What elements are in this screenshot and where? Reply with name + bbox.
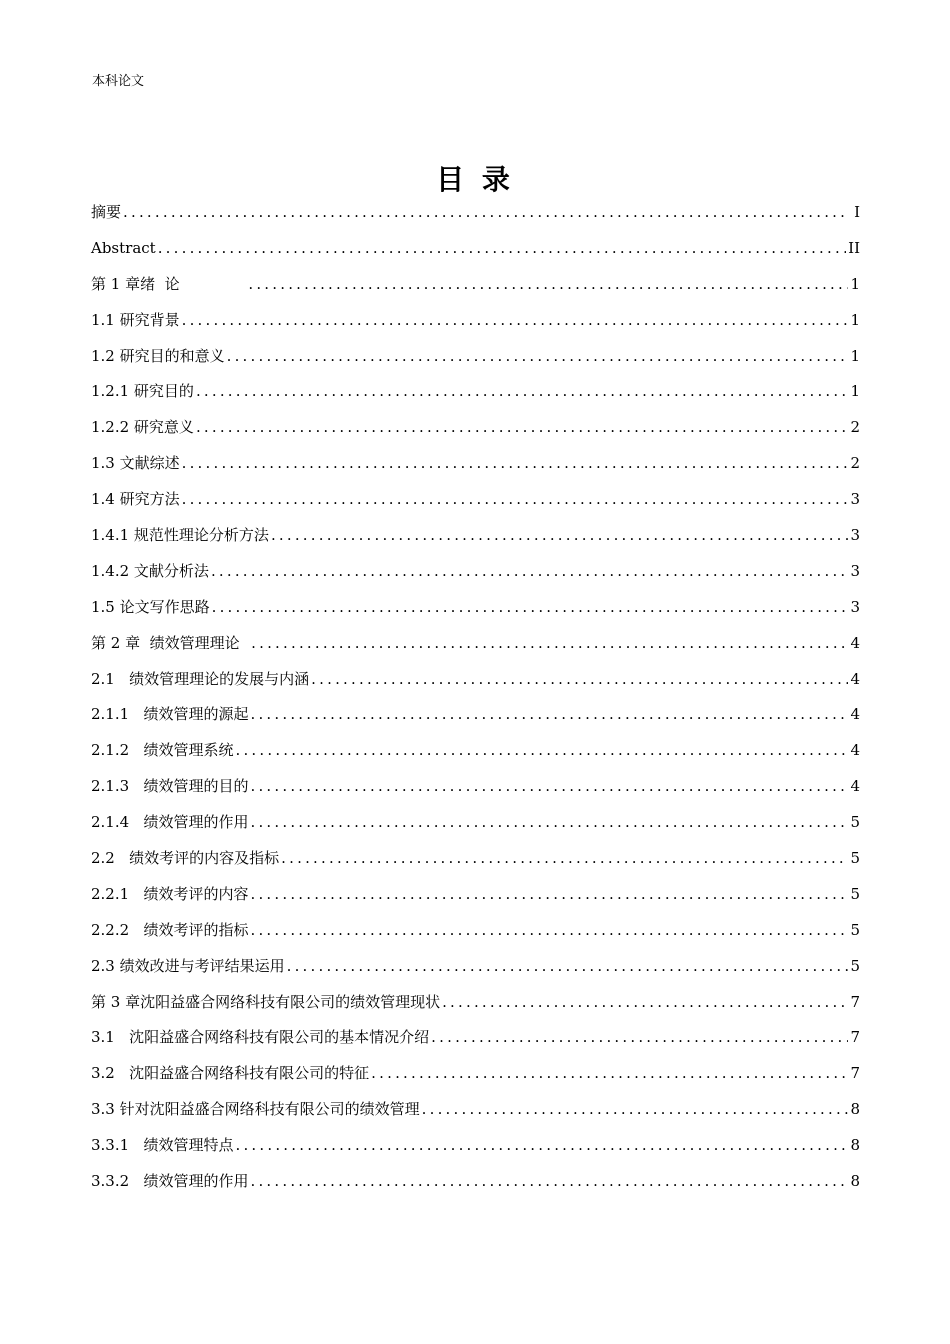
running-header: 本科论文	[92, 74, 145, 89]
toc-entry[interactable]	[91, 985, 860, 1021]
toc-entry-label: 1.4.2 文献分析法	[91, 561, 209, 580]
toc-entry[interactable]	[91, 267, 860, 303]
toc-entry-label: 2.2 绩效考评的内容及指标	[91, 849, 280, 868]
toc-entry-page: 5	[850, 849, 860, 868]
toc-entry[interactable]	[91, 410, 860, 446]
toc-entry-label: 1.4.1 规范性理论分析方法	[91, 526, 269, 545]
toc-entry[interactable]	[91, 374, 860, 410]
toc-entry-page: 4	[850, 741, 860, 760]
toc-entry[interactable]	[91, 1020, 860, 1056]
toc-entry-page: 1	[850, 382, 860, 401]
toc-dot-leader	[281, 841, 848, 877]
toc-entry-page: 4	[850, 669, 860, 688]
toc-entry-page: 1	[850, 310, 860, 329]
toc-entry-label: 第 2 章 绩效管理理论	[91, 633, 250, 652]
toc-entry-label: 1.1 研究背景	[91, 310, 180, 329]
toc-entry-page: 2	[850, 454, 860, 473]
toc-dot-leader	[431, 1020, 848, 1056]
toc-dot-leader	[182, 482, 848, 518]
toc-dot-leader	[250, 805, 848, 841]
toc-entry-page: 7	[850, 1028, 860, 1047]
toc-entry[interactable]	[91, 1092, 860, 1128]
toc-entry[interactable]	[91, 626, 860, 662]
toc-entry-label: 1.2.1 研究目的	[91, 382, 194, 401]
toc-dot-leader	[250, 1164, 848, 1200]
toc-entry-page: 8	[850, 1136, 860, 1155]
toc-entry-label: 2.2.2 绩效考评的指标	[91, 920, 249, 939]
toc-entry[interactable]	[91, 805, 860, 841]
toc-entry-label: Abstract	[91, 238, 156, 257]
toc-entry-label: 3.3.2 绩效管理的作用	[91, 1172, 249, 1191]
toc-entry[interactable]	[91, 482, 860, 518]
toc-entry[interactable]	[91, 339, 860, 375]
toc-dot-leader	[311, 662, 848, 698]
toc-dot-leader	[271, 518, 848, 554]
toc-dot-leader	[250, 697, 848, 733]
toc-entry-label: 摘要	[91, 203, 122, 221]
toc-dot-leader	[196, 410, 848, 446]
toc-entry-page: 2	[850, 418, 860, 437]
toc-entry-label: 1.2 研究目的和意义	[91, 346, 225, 365]
toc-entry-label: 1.2.2 研究意义	[91, 418, 194, 437]
toc-entry-label: 2.1.4 绩效管理的作用	[91, 813, 249, 832]
toc-entry[interactable]	[91, 662, 860, 698]
toc-dot-leader	[422, 1092, 848, 1128]
toc-dot-leader	[251, 626, 848, 662]
toc-entry[interactable]	[91, 949, 860, 985]
toc-entry-page: 5	[850, 920, 860, 939]
toc-entry-label: 1.3 文献综述	[91, 454, 180, 473]
toc-entry[interactable]	[91, 1128, 860, 1164]
toc-dot-leader	[211, 554, 848, 590]
toc-entry-page: 3	[850, 597, 860, 616]
toc-entry-label: 3.3.1 绩效管理特点	[91, 1136, 234, 1155]
toc-dot-leader	[182, 303, 848, 339]
toc-entry-label: 3.2 沈阳益盛合网络科技有限公司的特征	[91, 1064, 370, 1083]
toc-dot-leader	[287, 949, 848, 985]
toc-entry[interactable]	[91, 877, 860, 913]
toc-entry[interactable]	[91, 733, 860, 769]
toc-dot-leader	[250, 913, 848, 949]
toc-entry[interactable]	[91, 231, 860, 267]
toc-entry-label: 2.1 绩效管理理论的发展与内涵	[91, 669, 310, 688]
toc-entry-label: 2.2.1 绩效考评的内容	[91, 884, 249, 903]
toc-dot-leader	[235, 1128, 848, 1164]
toc-entry-page: 5	[850, 884, 860, 903]
toc-entry-label: 1.5 论文写作思路	[91, 597, 210, 616]
toc-dot-leader	[235, 733, 848, 769]
toc-entry-page: 1	[850, 346, 860, 365]
page-title: 目 录	[436, 163, 514, 196]
toc-dot-leader	[158, 231, 846, 267]
toc-entry-label: 2.3 绩效改进与考评结果运用	[91, 956, 285, 975]
toc-entry[interactable]	[91, 1056, 860, 1092]
toc-entry-page: 7	[850, 1064, 860, 1083]
toc-dot-leader	[227, 339, 848, 375]
toc-entry[interactable]	[91, 697, 860, 733]
toc-entry-page: 5	[850, 956, 860, 975]
toc-entry-page: 4	[850, 633, 860, 652]
toc-entry[interactable]	[91, 590, 860, 626]
toc-dot-leader	[196, 374, 848, 410]
toc-dot-leader	[123, 195, 848, 231]
toc-entry-page: 4	[850, 777, 860, 796]
toc-entry-page: I	[854, 203, 860, 221]
toc-entry-label: 3.1 沈阳益盛合网络科技有限公司的基本情况介绍	[91, 1028, 430, 1047]
toc-entry-page: 3	[850, 490, 860, 509]
toc-entry-label: 2.1.1 绩效管理的源起	[91, 705, 249, 724]
toc-entry-page: II	[848, 238, 860, 257]
toc-dot-leader	[248, 267, 848, 303]
toc-entry-page: 3	[850, 561, 860, 580]
table-of-contents	[91, 195, 860, 1200]
toc-entry[interactable]	[91, 195, 860, 231]
toc-entry[interactable]	[91, 1164, 860, 1200]
toc-entry-page: 1	[850, 274, 860, 293]
toc-entry[interactable]	[91, 769, 860, 805]
toc-entry-page: 7	[850, 992, 860, 1011]
toc-dot-leader	[442, 985, 848, 1021]
toc-entry-label: 2.1.3 绩效管理的目的	[91, 777, 249, 796]
toc-entry[interactable]	[91, 518, 860, 554]
toc-dot-leader	[250, 877, 848, 913]
toc-entry[interactable]	[91, 303, 860, 339]
toc-entry[interactable]	[91, 446, 860, 482]
toc-entry-page: 4	[850, 705, 860, 724]
toc-entry-page: 3	[850, 526, 860, 545]
toc-dot-leader	[371, 1056, 848, 1092]
toc-entry[interactable]	[91, 554, 860, 590]
toc-dot-leader	[182, 446, 848, 482]
toc-dot-leader	[212, 590, 848, 626]
toc-entry-label: 第 3 章沈阳益盛合网络科技有限公司的绩效管理现状	[91, 992, 441, 1011]
toc-dot-leader	[250, 769, 848, 805]
toc-entry-page: 8	[850, 1100, 860, 1119]
toc-entry-label: 1.4 研究方法	[91, 490, 180, 509]
toc-entry-label: 2.1.2 绩效管理系统	[91, 741, 234, 760]
toc-entry-label: 第 1 章绪 论	[91, 274, 247, 293]
toc-entry-page: 5	[850, 813, 860, 832]
toc-entry-label: 3.3 针对沈阳益盛合网络科技有限公司的绩效管理	[91, 1100, 420, 1119]
toc-entry-page: 8	[850, 1172, 860, 1191]
toc-entry[interactable]	[91, 913, 860, 949]
toc-entry[interactable]	[91, 841, 860, 877]
